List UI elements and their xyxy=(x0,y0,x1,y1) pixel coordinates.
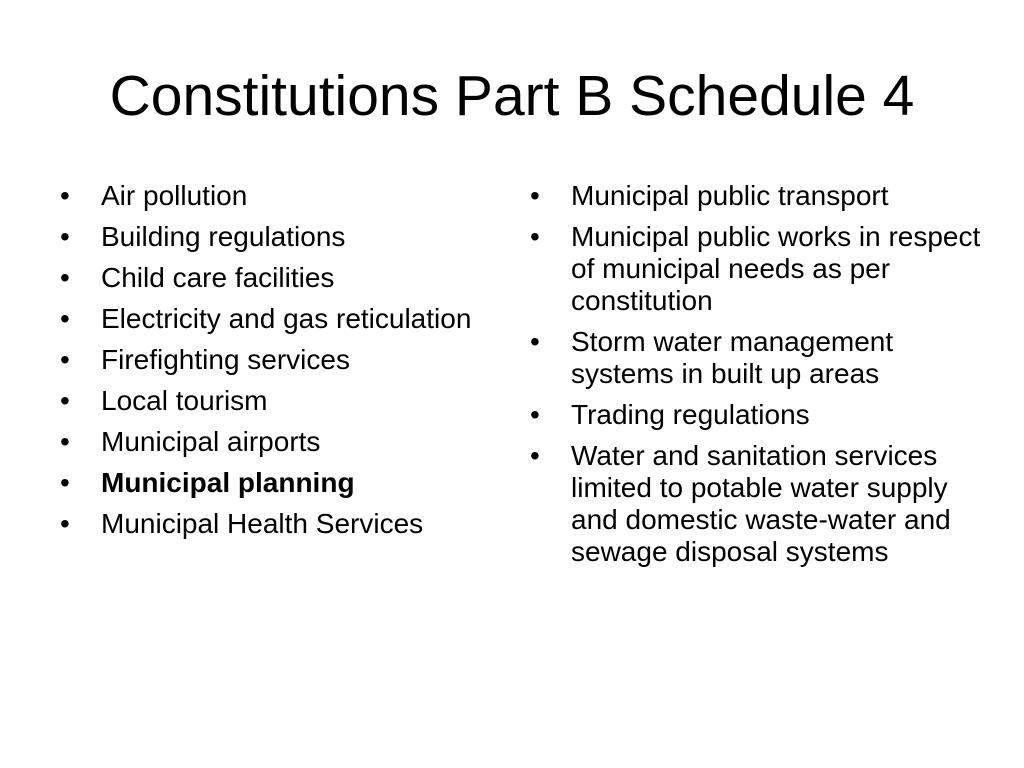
list-item-text: Child care facilities xyxy=(101,262,335,293)
slide-title: Constitutions Part B Schedule 4 xyxy=(109,64,915,128)
list-item xyxy=(58,221,508,253)
bullet-icon: • xyxy=(530,221,540,252)
list-item xyxy=(528,399,998,431)
bullet-icon: • xyxy=(60,221,70,252)
list-item-text: Municipal Health Services xyxy=(101,508,424,539)
left-bullet-list xyxy=(58,180,508,549)
bullet-icon: • xyxy=(60,344,70,375)
list-item xyxy=(58,385,508,417)
list-item-text-bold: Municipal planning xyxy=(101,467,355,498)
list-item xyxy=(528,221,998,317)
list-item xyxy=(528,180,998,212)
bullet-icon: • xyxy=(530,440,540,471)
bullet-icon: • xyxy=(530,399,540,430)
list-item-text: Municipal airports xyxy=(101,426,321,457)
list-item xyxy=(528,326,998,390)
bullet-icon: • xyxy=(60,508,70,539)
list-item-text: Municipal public transport xyxy=(571,180,889,211)
list-item xyxy=(58,303,508,335)
list-item-text: Firefighting services xyxy=(101,344,350,375)
list-item xyxy=(528,440,998,568)
bullet-icon: • xyxy=(60,262,70,293)
bullet-icon: • xyxy=(60,467,70,498)
list-item xyxy=(58,467,508,499)
list-item-text: Air pollution xyxy=(101,180,248,211)
right-bullet-list xyxy=(528,180,998,577)
list-item-text: Storm water management systems in built up areas xyxy=(571,326,894,389)
list-item-text: Building regulations xyxy=(101,221,346,252)
list-item xyxy=(58,344,508,376)
list-item-text: Municipal public works in respect of municipal needs as per constitution xyxy=(571,221,981,316)
list-item-text: Electricity and gas reticulation xyxy=(101,303,472,334)
bullet-icon: • xyxy=(530,180,540,211)
list-item xyxy=(58,262,508,294)
list-item-text: Water and sanitation services limited to potable water supply and domestic waste-water and sewage disposal systems xyxy=(571,440,951,567)
list-item-text: Trading regulations xyxy=(571,399,810,430)
bullet-icon: • xyxy=(60,385,70,416)
bullet-icon: • xyxy=(60,303,70,334)
bullet-icon: • xyxy=(60,426,70,457)
bullet-icon: • xyxy=(530,326,540,357)
list-item-text: Local tourism xyxy=(101,385,268,416)
list-item xyxy=(58,426,508,458)
bullet-icon: • xyxy=(60,180,70,211)
list-item xyxy=(58,508,508,540)
list-item xyxy=(58,180,508,212)
